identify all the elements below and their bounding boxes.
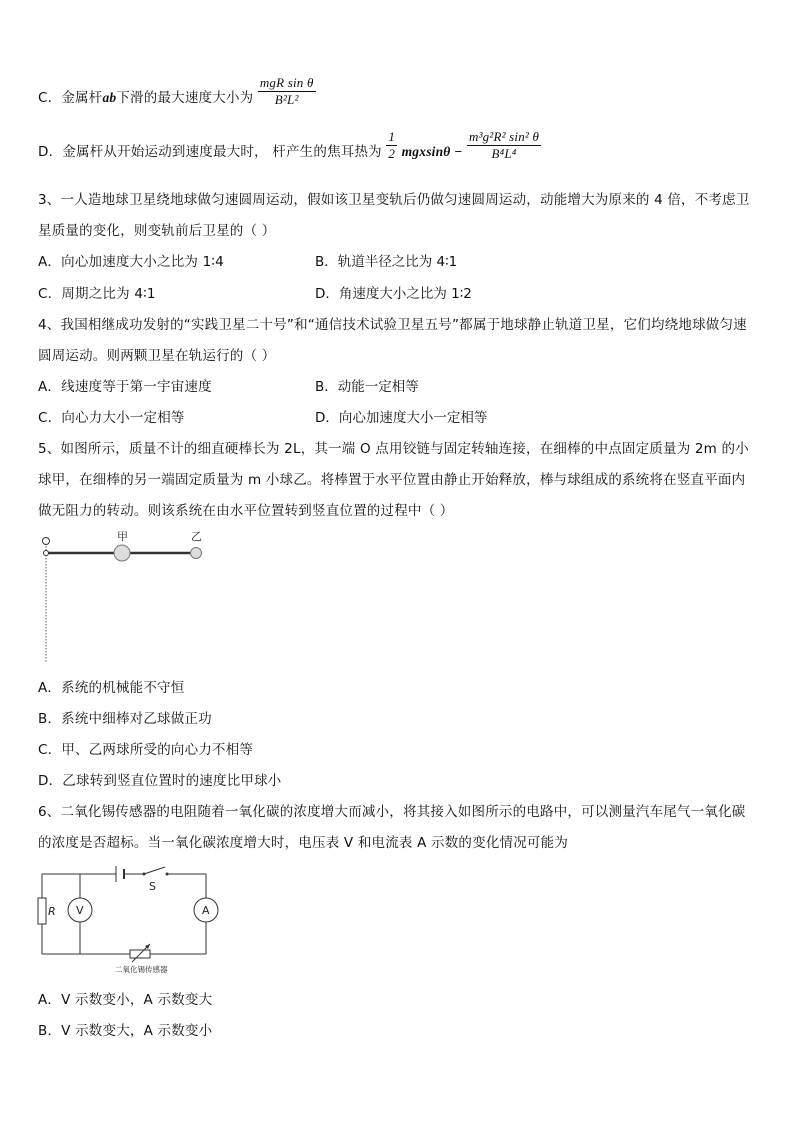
q6-switch-blade [144, 867, 165, 874]
q6-switch-contact [166, 873, 169, 876]
q6-label-r: R [48, 905, 56, 918]
q6-label-v: V [76, 904, 84, 917]
q2-option-c-denominator: B²L² [274, 91, 299, 107]
q3-option-b: B．轨道半径之比为 4∶1 [315, 254, 458, 270]
q2-option-c-fraction [258, 75, 316, 108]
q5-option-b: B．系统中细棒对乙球做正功 [38, 711, 212, 727]
q3-option-d: D．角速度大小之比为 1∶2 [315, 286, 472, 302]
q6-label-s: S [149, 880, 156, 893]
q3-option-c: C．周期之比为 4∶1 [38, 286, 156, 302]
q2-option-c [38, 74, 316, 108]
q6-label-a: A [202, 904, 210, 917]
q2-option-c-rest: 下滑的最大速度大小为 [116, 90, 254, 106]
q5-pivot-label-o [43, 538, 50, 545]
q5-rod-figure [36, 526, 216, 666]
q2-option-d-half-den: 2 [388, 145, 396, 161]
q2-option-d [38, 128, 541, 162]
q6-resistor-r [38, 898, 46, 924]
q4-option-d: D．向心加速度大小一定相等 [315, 410, 488, 426]
q2-option-d-half [386, 129, 397, 162]
q3-stem-line2: 星质量的变化，则变轨前后卫星的（ ） [38, 223, 276, 239]
q5-label-jia: 甲 [117, 530, 128, 543]
q5-stem-line3: 做无阻力的转动。则该系统在由水平位置转到竖直位置的过程中（ ） [38, 503, 454, 519]
q2-option-c-numerator: mgR sin θ [259, 74, 314, 90]
q2-option-d-text: D．金属杆从开始运动到速度最大时， 杆产生的焦耳热为 [38, 144, 382, 160]
q5-option-d: D．乙球转到竖直位置时的速度比甲球小 [38, 773, 282, 789]
q4-stem-line2: 圆周运动。则两颗卫星在轨运行的（ ） [38, 348, 276, 364]
q3-stem-line1: 3、一人造地球卫星绕地球做匀速圆周运动，假如该卫星变轨后仍做匀速圆周运动，动能增大为原来的 4 倍，不考虑卫 [38, 192, 750, 208]
q6-option-a: A．V 示数变小，A 示数变大 [38, 992, 213, 1008]
q6-stem-line1: 6、二氧化锡传感器的电阻随着一氧化碳的浓度增大而减小，将其接入如图所示的电路中，可以测量汽车尾气一氧化碳 [38, 804, 746, 820]
q2-option-d-mid: mgxsinθ − [401, 144, 463, 159]
q4-stem-line1: 4、我国相继成功发射的“实践卫星二十号”和“通信技术试验卫星五号”都属于地球静止轨道卫星，它们均绕地球做匀速 [38, 317, 747, 333]
q4-option-c: C．向心力大小一定相等 [38, 410, 185, 426]
q5-stem-line2: 球甲，在细棒的另一端固定质量为 m 小球乙。将棒置于水平位置由静止开始释放，棒与球组成的系统将在竖直平面内 [38, 472, 746, 488]
q5-ball-jia [114, 545, 130, 561]
q3-option-a: A．向心加速度大小之比为 1∶4 [38, 254, 224, 270]
q2-option-d-half-num: 1 [388, 128, 396, 144]
q5-stem-line1: 5、如图所示，质量不计的细直硬棒长为 2L，其一端 O 点用铰链与固定转轴连接，在细棒的中点固定质量为 2m 的小 [38, 441, 749, 457]
q5-label-yi: 乙 [191, 530, 202, 543]
q6-stem-line2: 的浓度是否超标。当一氧化碳浓度增大时，电压表 V 和电流表 A 示数的变化情况可能为 [38, 835, 569, 851]
q2-option-d-fraction [467, 129, 541, 162]
q2-option-c-ab: ab [102, 90, 117, 105]
q2-option-c-text: C．金属杆 [38, 90, 103, 106]
q5-option-a: A．系统的机械能不守恒 [38, 680, 185, 696]
q4-option-b: B．动能一定相等 [315, 379, 419, 395]
q6-label-sensor: 二氧化锡传感器 [115, 965, 168, 974]
q6-option-b: B．V 示数变大，A 示数变小 [38, 1023, 213, 1039]
q5-option-c: C．甲、乙两球所受的向心力不相等 [38, 742, 254, 758]
q4-option-a: A．线速度等于第一宇宙速度 [38, 379, 212, 395]
q5-ball-yi [191, 548, 202, 559]
q6-circuit-figure [32, 858, 232, 978]
q5-pivot-point [44, 551, 49, 556]
q2-option-d-numerator: m³g²R² sin² θ [468, 128, 540, 144]
q2-option-d-denominator: B⁴L⁴ [491, 145, 517, 161]
